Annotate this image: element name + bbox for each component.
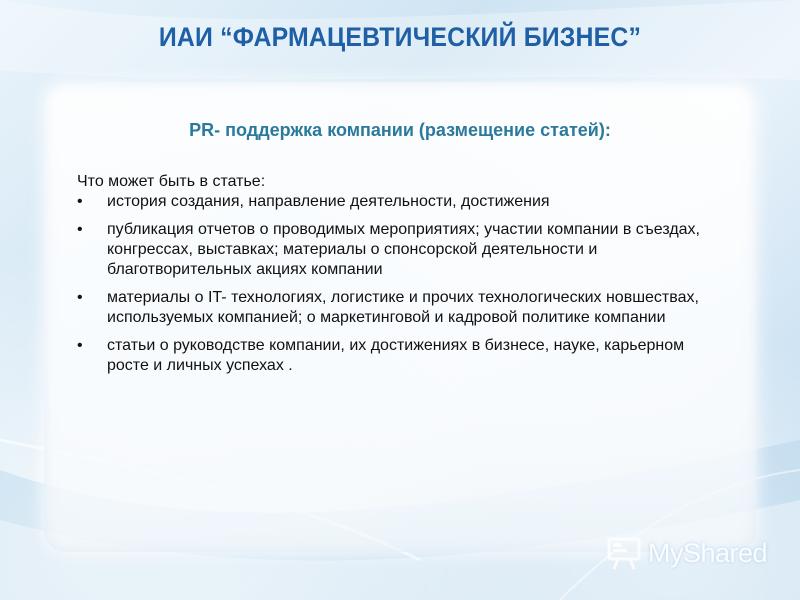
watermark (606, 533, 767, 573)
bullet-text: история создания, направление деятельности, достижения (107, 193, 550, 210)
bullet-marker: • (77, 193, 83, 210)
bullet-text: публикация отчетов о проводимых мероприятиях; участии компании в съездах, конгрессах, выставках; материалы о спонсорской деятельности и благотворительных акциях компании (107, 221, 700, 278)
presentation-board-icon (606, 535, 642, 571)
list-item (77, 288, 727, 328)
list-item (77, 336, 727, 376)
bullet-marker: • (77, 289, 83, 306)
list-item (77, 192, 727, 212)
bullet-text: статьи о руководстве компании, их достижениях в бизнесе, науке, карьерном росте и личных успехах . (107, 337, 685, 374)
bullet-marker: • (77, 221, 83, 238)
bullet-text: материалы о IT- технологиях, логистике и прочих технологических новшествах, используемых компанией; о маркетинговой и кадровой политике компании (107, 289, 699, 326)
slide-title: ИАИ “ФАРМАЦЕВТИЧЕСКИЙ БИЗНЕС” (158, 22, 642, 52)
slide-subtitle: PR- поддержка компании (размещение статей): (189, 120, 611, 140)
list-item (77, 220, 727, 280)
bullet-list (77, 192, 727, 376)
bullet-marker: • (77, 337, 83, 354)
intro-text: Что может быть в статье: (77, 173, 266, 190)
slide-body (77, 172, 727, 376)
watermark-text: MyShared (648, 537, 768, 568)
